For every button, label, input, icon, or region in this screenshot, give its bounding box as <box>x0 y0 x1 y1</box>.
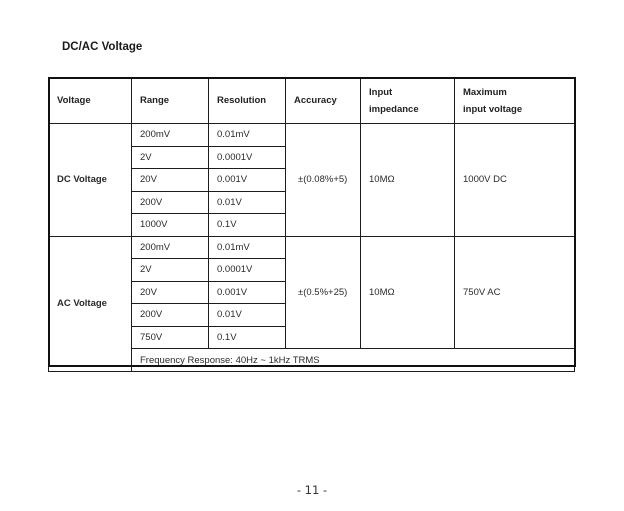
dc-resolution-cell: 0.01V <box>209 191 286 214</box>
dc-impedance: 10MΩ <box>361 124 455 237</box>
ac-resolution-cell: 0.01mV <box>209 236 286 259</box>
section-title: DC/AC Voltage <box>62 41 143 53</box>
dc-range-cell: 2V <box>132 146 209 169</box>
header-impedance-line1: Input <box>369 86 393 98</box>
ac-resolution-cell: 0.001V <box>209 281 286 304</box>
dc-voltage-label: DC Voltage <box>49 124 132 237</box>
frequency-response-note: Frequency Response: 40Hz ~ 1kHz TRMS <box>132 349 575 372</box>
ac-range-cell: 200mV <box>132 236 209 259</box>
header-voltage: Voltage <box>49 78 132 124</box>
header-accuracy: Accuracy <box>286 78 361 124</box>
dc-accuracy: ±(0.08%+5) <box>286 124 361 237</box>
header-range: Range <box>132 78 209 124</box>
page-number: - 11 - <box>296 483 328 497</box>
header-max-line2: input voltage <box>463 103 523 115</box>
dc-range-cell: 20V <box>132 169 209 192</box>
ac-range-cell: 2V <box>132 259 209 282</box>
header-input-impedance <box>361 78 455 124</box>
ac-resolution-cell: 0.0001V <box>209 259 286 282</box>
dc-resolution-cell: 0.1V <box>209 214 286 237</box>
table-row <box>49 236 575 259</box>
header-max-line1: Maximum <box>463 86 507 98</box>
header-impedance-line2: impedance <box>369 103 419 115</box>
ac-impedance: 10MΩ <box>361 236 455 349</box>
ac-accuracy: ±(0.5%+25) <box>286 236 361 349</box>
table-row <box>49 124 575 147</box>
dc-range-cell: 1000V <box>132 214 209 237</box>
dc-range-cell: 200mV <box>132 124 209 147</box>
voltage-spec-table <box>48 77 575 372</box>
ac-max-voltage: 750V AC <box>455 236 575 349</box>
ac-resolution-cell: 0.1V <box>209 326 286 349</box>
dc-max-voltage: 1000V DC <box>455 124 575 237</box>
ac-range-cell: 20V <box>132 281 209 304</box>
dc-resolution-cell: 0.001V <box>209 169 286 192</box>
ac-range-cell: 200V <box>132 304 209 327</box>
dc-resolution-cell: 0.0001V <box>209 146 286 169</box>
dc-range-cell: 200V <box>132 191 209 214</box>
table-header-row <box>49 78 575 124</box>
header-max-input-voltage <box>455 78 575 124</box>
ac-voltage-label: AC Voltage <box>49 236 132 372</box>
dc-resolution-cell: 0.01mV <box>209 124 286 147</box>
header-resolution: Resolution <box>209 78 286 124</box>
ac-range-cell: 750V <box>132 326 209 349</box>
ac-resolution-cell: 0.01V <box>209 304 286 327</box>
